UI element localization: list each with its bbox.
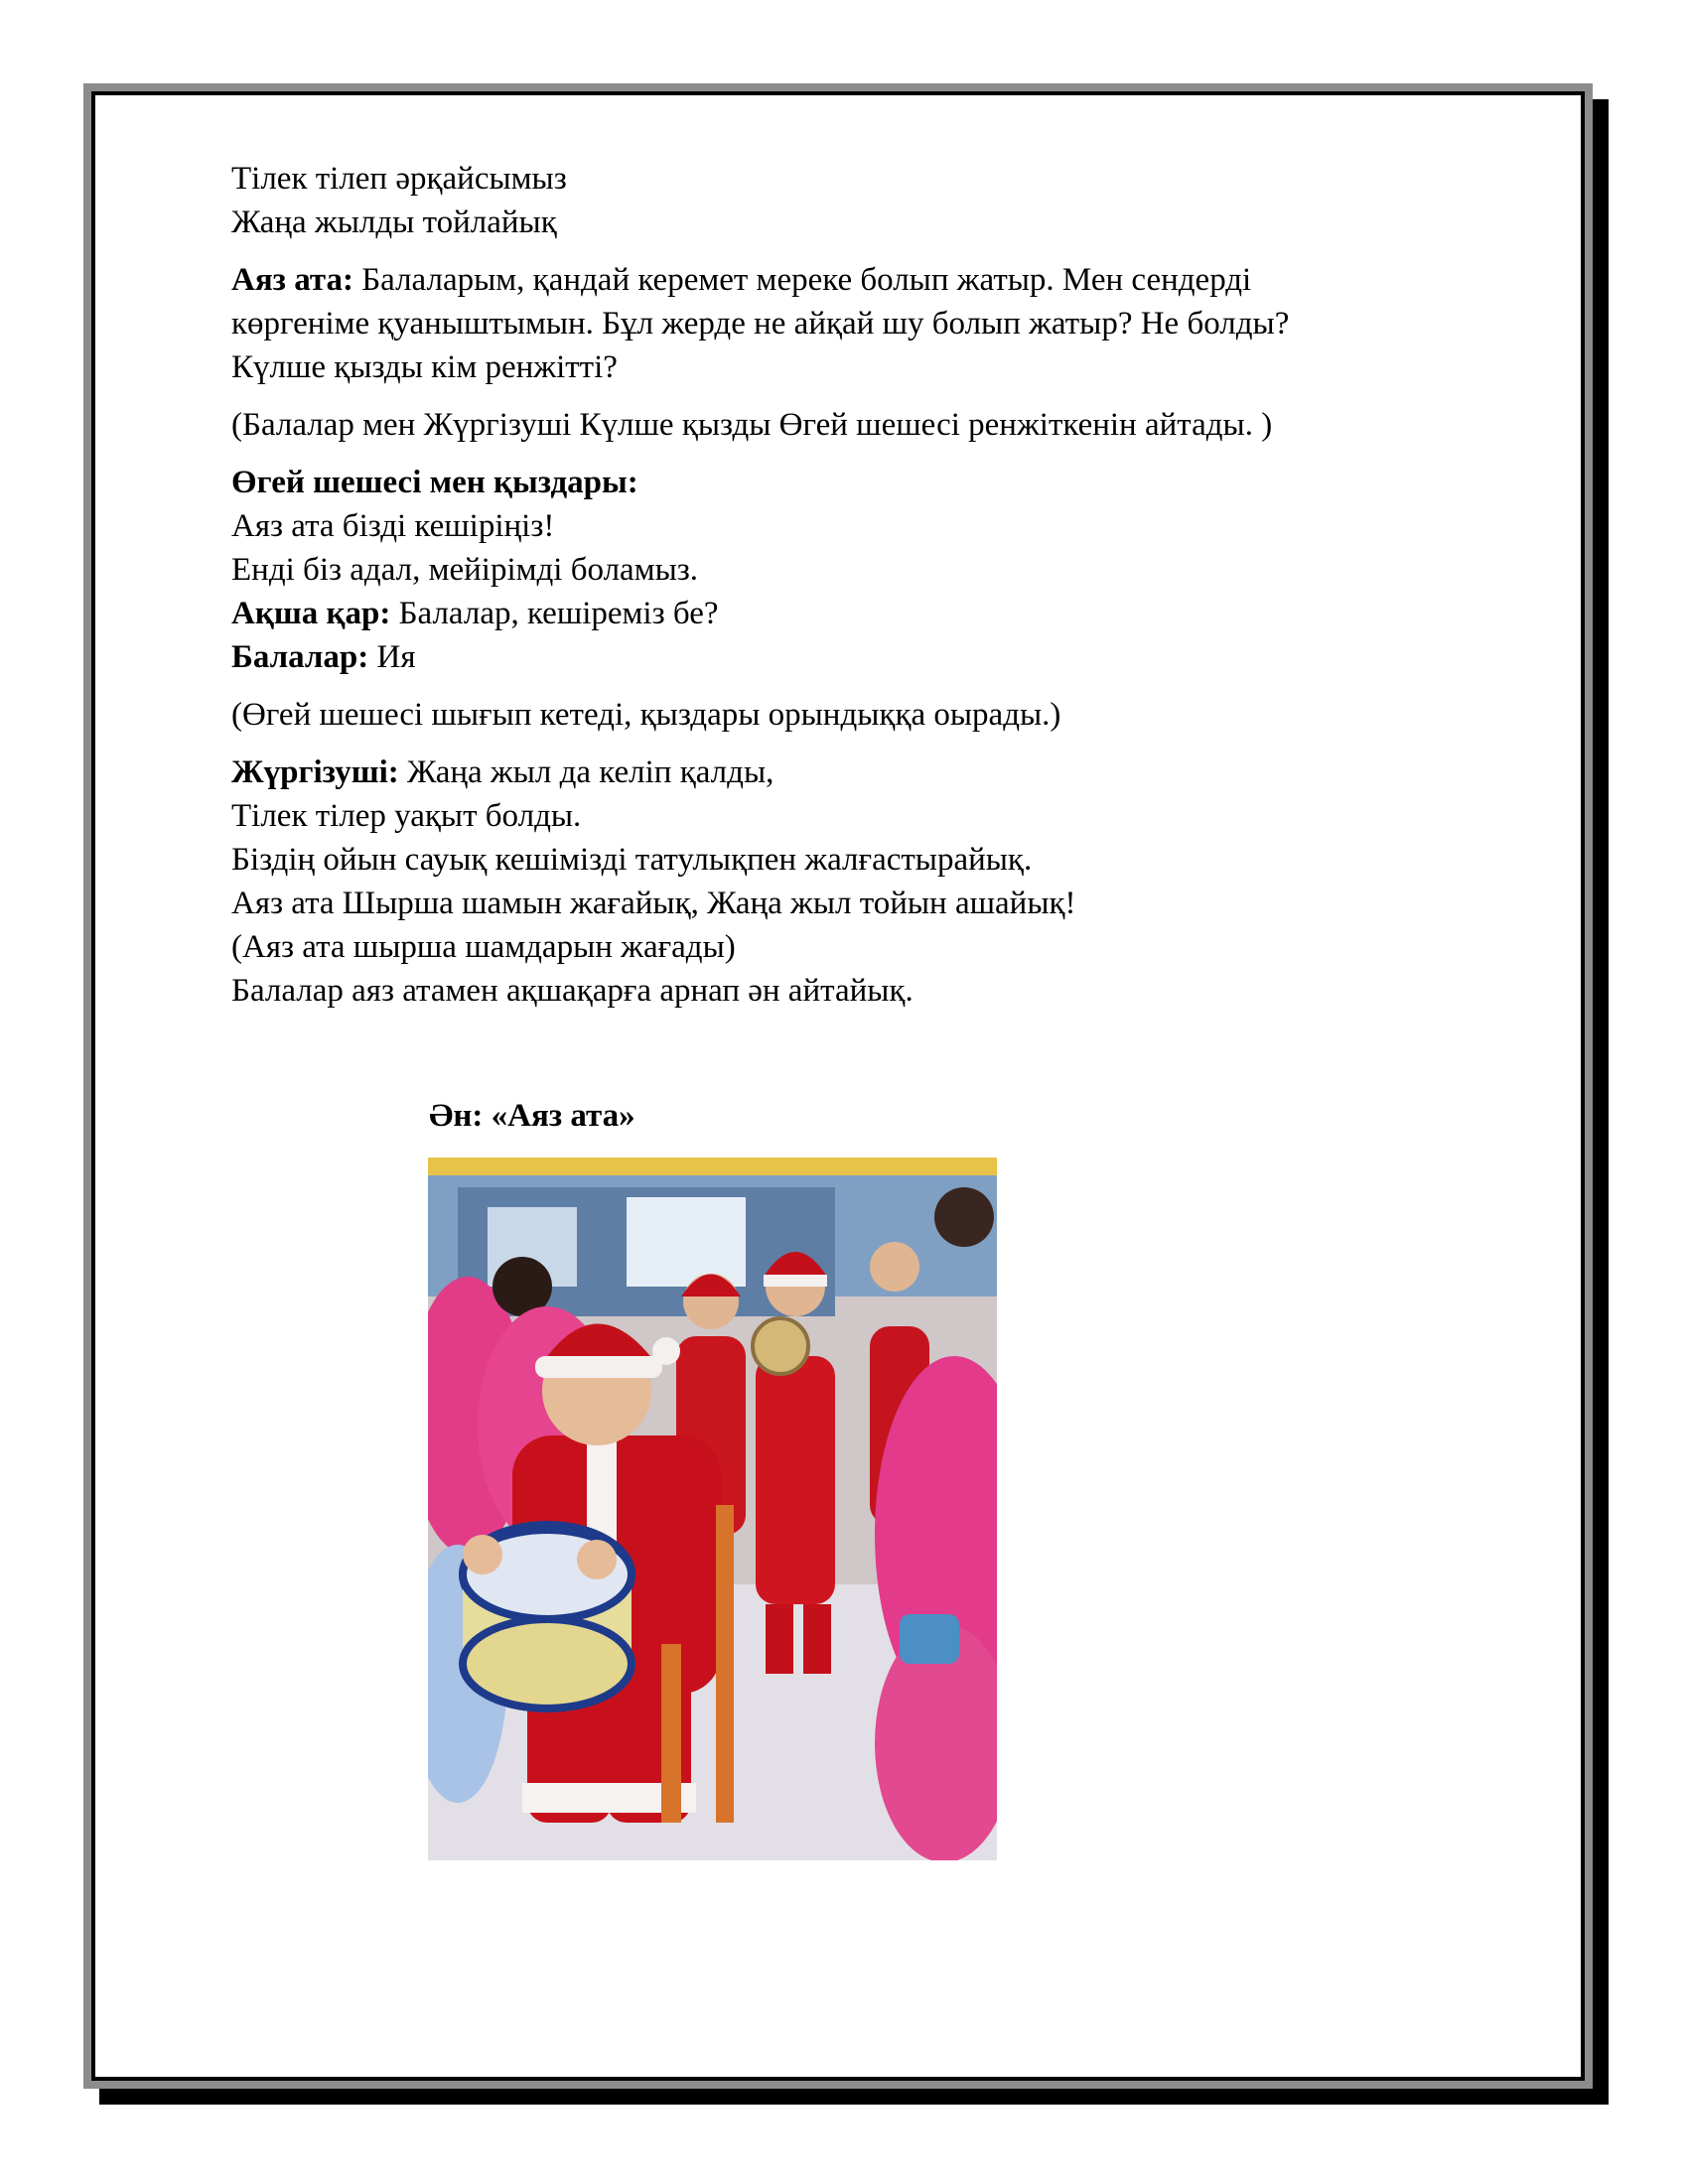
dialogue-text: Тілек тілер уақыт болды. — [231, 798, 582, 834]
speaker-name: Ақша қар: — [231, 596, 391, 631]
dialogue-text: Енді біз адал, мейірімді боламыз. — [231, 552, 699, 588]
dialogue-text: Балалар, кешіреміз бе? — [390, 596, 719, 631]
host-paragraph — [231, 751, 1502, 1013]
photo-children-santa-costumes — [428, 1158, 997, 1860]
song-title: Ән: «Аяз ата» — [429, 1098, 635, 1134]
ayaz-ata-paragraph — [231, 258, 1502, 389]
speaker-name: Өгей шешесі мен қыздары: — [231, 465, 638, 500]
speaker-name: Балалар: — [231, 639, 369, 675]
stage-direction: (Өгей шешесі шығып кетеді, қыздары орындыққа оырады.) — [231, 697, 1061, 733]
verse — [231, 157, 1502, 244]
dialogue-text: көргеніме қуаныштымын. Бұл жерде не айқай шу болып жатыр? Не болды? — [231, 306, 1290, 341]
speaker-name: Аяз ата: — [231, 262, 353, 298]
stepmother-paragraph — [231, 461, 1502, 679]
document-body — [231, 157, 1502, 1026]
dialogue-text: Балалар аяз атамен ақшақарға арнап ән айтайық. — [231, 973, 914, 1009]
photo-illustration — [428, 1158, 997, 1860]
speaker-name: Жүргізуші: — [231, 754, 399, 790]
dialogue-text: Аяз ата Шырша шамын жағайық, Жаңа жыл тойын ашайық! — [231, 886, 1076, 921]
dialogue-text: Балаларым, қандай керемет мереке болып жатыр. Мен сендерді — [352, 262, 1252, 298]
dialogue-text: Біздің ойын сауық кешімізді татулықпен жалғастырайық. — [231, 842, 1033, 878]
dialogue-text: Ия — [368, 639, 416, 675]
dialogue-text: Жаңа жыл да келіп қалды, — [398, 754, 774, 790]
verse-line: Жаңа жылды тойлайық — [231, 205, 557, 240]
dialogue-text: Аяз ата бізді кешіріңіз! — [231, 508, 555, 544]
dialogue-text: (Аяз ата шырша шамдарын жағады) — [231, 929, 736, 965]
verse-line: Тілек тілеп әрқайсымыз — [231, 161, 567, 197]
dialogue-text: Күлше қызды кім ренжітті? — [231, 349, 618, 385]
stage-direction: (Балалар мен Жүргізуші Күлше қызды Өгей шешесі ренжіткенін айтады. ) — [231, 407, 1273, 443]
